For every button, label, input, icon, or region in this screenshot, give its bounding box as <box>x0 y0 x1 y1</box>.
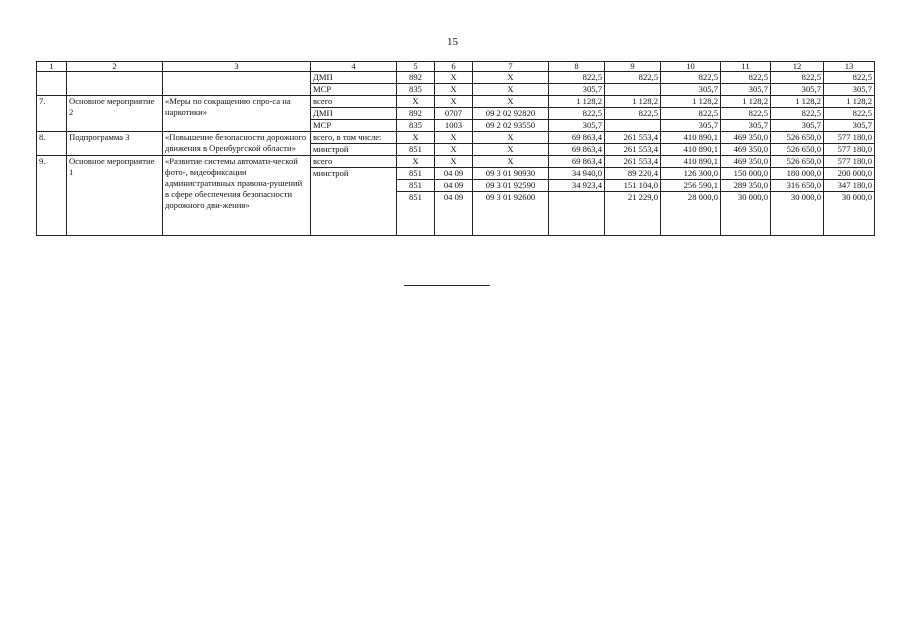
target-code-cell: 09 3 01 92600 <box>473 192 549 236</box>
target-code-cell: X <box>473 96 549 108</box>
event-title-cell: «Меры по сокращению спро-са на наркотики» <box>163 96 311 132</box>
column-header: 1 <box>37 62 67 72</box>
value-cell: 1 128,2 <box>605 96 661 108</box>
target-code-cell: X <box>473 84 549 96</box>
event-name-cell: Подпрограмма 3 <box>67 132 163 156</box>
target-code-cell: 09 2 02 92820 <box>473 108 549 120</box>
column-header: 3 <box>163 62 311 72</box>
event-title-cell <box>163 84 311 96</box>
event-name-cell <box>67 72 163 84</box>
executor-cell: ДМП <box>311 72 397 84</box>
section-code-cell: 04 09 <box>435 168 473 180</box>
section-code-cell: 1003 <box>435 120 473 132</box>
row-number-cell <box>37 72 67 84</box>
value-cell: 410 890,1 <box>661 132 721 144</box>
value-cell: 410 890,1 <box>661 156 721 168</box>
executor-cell: МСР <box>311 120 397 132</box>
column-header: 2 <box>67 62 163 72</box>
event-name-cell <box>67 84 163 96</box>
value-cell: 305,7 <box>549 120 605 132</box>
value-cell: 305,7 <box>661 120 721 132</box>
row-number-cell: 8. <box>37 132 67 156</box>
value-cell: 822,5 <box>824 108 875 120</box>
value-cell: 822,5 <box>771 72 824 84</box>
value-cell: 526 650,0 <box>771 144 824 156</box>
value-cell: 126 300,0 <box>661 168 721 180</box>
value-cell: 69 863,4 <box>549 144 605 156</box>
section-code-cell: X <box>435 72 473 84</box>
value-cell: 30 000,0 <box>824 192 875 236</box>
value-cell: 469 350,0 <box>721 144 771 156</box>
value-cell: 256 590,1 <box>661 180 721 192</box>
end-divider <box>404 285 490 286</box>
executor-cell: МСР <box>311 84 397 96</box>
value-cell: 822,5 <box>721 72 771 84</box>
target-code-cell: X <box>473 132 549 144</box>
value-cell: 305,7 <box>721 120 771 132</box>
value-cell: 34 923,4 <box>549 180 605 192</box>
event-name-cell: Основное мероприятие 2 <box>67 96 163 132</box>
section-code-cell: 04 09 <box>435 192 473 236</box>
column-header: 8 <box>549 62 605 72</box>
value-cell: 526 650,0 <box>771 132 824 144</box>
event-name-cell: Основное мероприятие 1 <box>67 156 163 236</box>
value-cell: 822,5 <box>721 108 771 120</box>
executor-cell: всего <box>311 156 397 168</box>
target-code-cell: X <box>473 156 549 168</box>
column-header: 7 <box>473 62 549 72</box>
value-cell: 69 863,4 <box>549 132 605 144</box>
value-cell: 34 940,0 <box>549 168 605 180</box>
ministry-code-cell: X <box>397 96 435 108</box>
executor-cell: ДМП <box>311 108 397 120</box>
budget-table <box>36 61 875 236</box>
executor-cell: минстрой <box>311 144 397 156</box>
value-cell: 180 000,0 <box>771 168 824 180</box>
target-code-cell: X <box>473 72 549 84</box>
table-header-row <box>37 62 875 72</box>
value-cell: 305,7 <box>549 84 605 96</box>
target-code-cell: 09 3 01 90930 <box>473 168 549 180</box>
value-cell: 30 000,0 <box>771 192 824 236</box>
ministry-code-cell: X <box>397 132 435 144</box>
value-cell: 822,5 <box>661 72 721 84</box>
value-cell: 305,7 <box>721 84 771 96</box>
value-cell: 305,7 <box>824 120 875 132</box>
value-cell <box>605 120 661 132</box>
column-header: 4 <box>311 62 397 72</box>
value-cell: 526 650,0 <box>771 156 824 168</box>
value-cell: 822,5 <box>605 72 661 84</box>
column-header: 12 <box>771 62 824 72</box>
target-code-cell: 09 3 01 92590 <box>473 180 549 192</box>
column-header: 5 <box>397 62 435 72</box>
target-code-cell: 09 2 02 93550 <box>473 120 549 132</box>
value-cell: 305,7 <box>771 120 824 132</box>
value-cell: 200 000,0 <box>824 168 875 180</box>
value-cell: 347 180,0 <box>824 180 875 192</box>
target-code-cell: X <box>473 144 549 156</box>
value-cell: 822,5 <box>549 72 605 84</box>
value-cell: 1 128,2 <box>661 96 721 108</box>
value-cell: 305,7 <box>824 84 875 96</box>
row-number-cell <box>37 84 67 96</box>
section-code-cell: X <box>435 132 473 144</box>
ministry-code-cell: 892 <box>397 108 435 120</box>
ministry-code-cell: 851 <box>397 168 435 180</box>
value-cell: 30 000,0 <box>721 192 771 236</box>
value-cell: 261 553,4 <box>605 132 661 144</box>
value-cell: 822,5 <box>605 108 661 120</box>
value-cell: 28 000,0 <box>661 192 721 236</box>
value-cell: 316 650,0 <box>771 180 824 192</box>
table-row <box>37 132 875 144</box>
event-title-cell: «Развитие системы автомати-ческой фото-, видеофиксации административных правона-рушений в сфере обеспечения безопасности дорожного дви-жения» <box>163 156 311 236</box>
section-code-cell: 04 09 <box>435 180 473 192</box>
section-code-cell: X <box>435 156 473 168</box>
value-cell: 1 128,2 <box>721 96 771 108</box>
table-row <box>37 84 875 96</box>
ministry-code-cell: 851 <box>397 192 435 236</box>
event-title-cell <box>163 72 311 84</box>
executor-cell: минстрой <box>311 168 397 236</box>
value-cell: 1 128,2 <box>549 96 605 108</box>
table-row <box>37 72 875 84</box>
ministry-code-cell: 892 <box>397 72 435 84</box>
ministry-code-cell: 835 <box>397 84 435 96</box>
column-header: 11 <box>721 62 771 72</box>
value-cell: 1 128,2 <box>824 96 875 108</box>
row-number-cell: 9. <box>37 156 67 236</box>
value-cell: 21 229,0 <box>605 192 661 236</box>
ministry-code-cell: 851 <box>397 144 435 156</box>
section-code-cell: X <box>435 84 473 96</box>
section-code-cell: X <box>435 144 473 156</box>
value-cell: 822,5 <box>824 72 875 84</box>
value-cell: 577 180,0 <box>824 132 875 144</box>
table-row <box>37 156 875 168</box>
value-cell: 577 180,0 <box>824 144 875 156</box>
value-cell: 469 350,0 <box>721 156 771 168</box>
executor-cell: всего <box>311 96 397 108</box>
row-number-cell: 7. <box>37 96 67 132</box>
value-cell: 261 553,4 <box>605 156 661 168</box>
value-cell: 469 350,0 <box>721 132 771 144</box>
column-header: 10 <box>661 62 721 72</box>
value-cell: 822,5 <box>549 108 605 120</box>
section-code-cell: 0707 <box>435 108 473 120</box>
column-header: 9 <box>605 62 661 72</box>
value-cell: 410 890,1 <box>661 144 721 156</box>
value-cell: 289 350,0 <box>721 180 771 192</box>
executor-cell: всего, в том числе: <box>311 132 397 144</box>
value-cell: 69 863,4 <box>549 156 605 168</box>
value-cell: 261 553,4 <box>605 144 661 156</box>
section-code-cell: X <box>435 96 473 108</box>
value-cell: 89 220,4 <box>605 168 661 180</box>
value-cell: 305,7 <box>661 84 721 96</box>
value-cell: 822,5 <box>771 108 824 120</box>
ministry-code-cell: 851 <box>397 180 435 192</box>
value-cell: 577 180,0 <box>824 156 875 168</box>
value-cell: 822,5 <box>661 108 721 120</box>
ministry-code-cell: 835 <box>397 120 435 132</box>
column-header: 6 <box>435 62 473 72</box>
value-cell: 150 000,0 <box>721 168 771 180</box>
event-title-cell: «Повышение безопасности дорожного движения в Оренбургской области» <box>163 132 311 156</box>
value-cell: 1 128,2 <box>771 96 824 108</box>
value-cell: 151 104,0 <box>605 180 661 192</box>
page-number: 15 <box>447 36 458 48</box>
value-cell <box>605 84 661 96</box>
table-row <box>37 96 875 108</box>
ministry-code-cell: X <box>397 156 435 168</box>
column-header: 13 <box>824 62 875 72</box>
value-cell: 305,7 <box>771 84 824 96</box>
value-cell <box>549 192 605 236</box>
